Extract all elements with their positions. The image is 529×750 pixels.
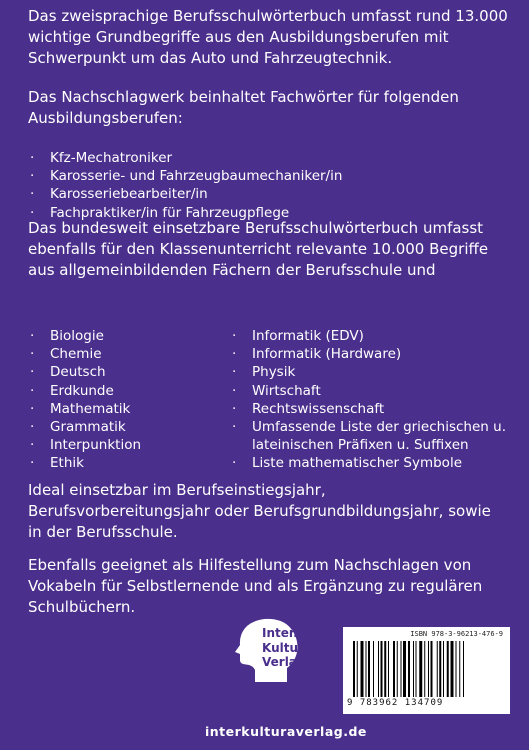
subjects-list-right: [232, 327, 522, 473]
list-item: · Informatik (Hardware): [232, 346, 402, 363]
list-item: · Mathematik: [30, 400, 131, 417]
usage-paragraph: Ideal einsetzbar im Berufseinstiegsjahr, Berufsvorbereitungsjahr oder Berufsgrundbildungsjahr, sowie in der Berufsschule.: [28, 481, 491, 541]
list-item: · Interpunktion: [30, 437, 142, 454]
list-item: · Biologie: [30, 328, 104, 344]
subjects-list-left: [30, 327, 141, 473]
professions-intro: Das Nachschlagwerk beinhaltet Fachwörter für folgenden Ausbildungsberufen:: [28, 88, 459, 127]
list-item: · Ethik: [30, 455, 84, 472]
list-item: · Kfz-Mechatroniker: [30, 150, 173, 166]
website-link[interactable]: interkulturaverlag.de: [205, 724, 367, 739]
professions-list: [30, 149, 342, 222]
list-item: · Informatik (EDV): [232, 328, 364, 344]
isbn-label: ISBN 978-3-96213-476-9: [410, 630, 503, 638]
list-item: · Chemie: [30, 346, 102, 363]
list-item: · Deutsch: [30, 364, 106, 381]
intro-paragraph: Das zweisprachige Berufsschulwörterbuch umfasst rund 13.000 wichtige Grundbegriffe aus den Ausbildungsberufen mit Schwerpunkt um das Auto und Fahrzeugtechnik.: [28, 7, 508, 67]
list-item: · Rechtswissenschaft: [232, 400, 385, 417]
suitability-paragraph: Ebenfalls geeignet als Hilfestellung zum Nachschlagen von Vokabeln für Selbstlernende und als Ergänzung zu regulären Schulbüchern.: [28, 556, 483, 616]
barcode-icon: [353, 641, 503, 697]
subjects-intro: Das bundesweit einsetzbare Berufsschulwörterbuch umfasst ebenfalls für den Klassenunterricht relevante 10.000 Begriffe aus allgemeinbildenden Fächern der Berufsschule und: [28, 219, 489, 279]
list-item: · Erdkunde: [30, 382, 114, 399]
list-item: · Umfassende Liste der griechischen u. lateinischen Präfixen u. Suffixen: [232, 418, 506, 453]
list-item: · Physik: [232, 364, 296, 381]
list-item: · Wirtschaft: [232, 382, 321, 399]
list-item: · Grammatik: [30, 418, 126, 435]
list-item: · Karosserie- und Fahrzeugbaumechaniker/in: [30, 168, 343, 185]
publisher-logo-text: Inter. Kultura. Verlag.: [262, 626, 317, 669]
list-item: · Fachpraktiker/in für Fahrzeugpflege: [30, 204, 290, 221]
list-item: · Karosseriebearbeiter/in: [30, 186, 208, 203]
isbn-barcode-box: [343, 627, 510, 714]
list-item: · Liste mathematischer Symbole: [232, 455, 462, 472]
isbn-digits: 9 783962 134709: [347, 698, 444, 708]
